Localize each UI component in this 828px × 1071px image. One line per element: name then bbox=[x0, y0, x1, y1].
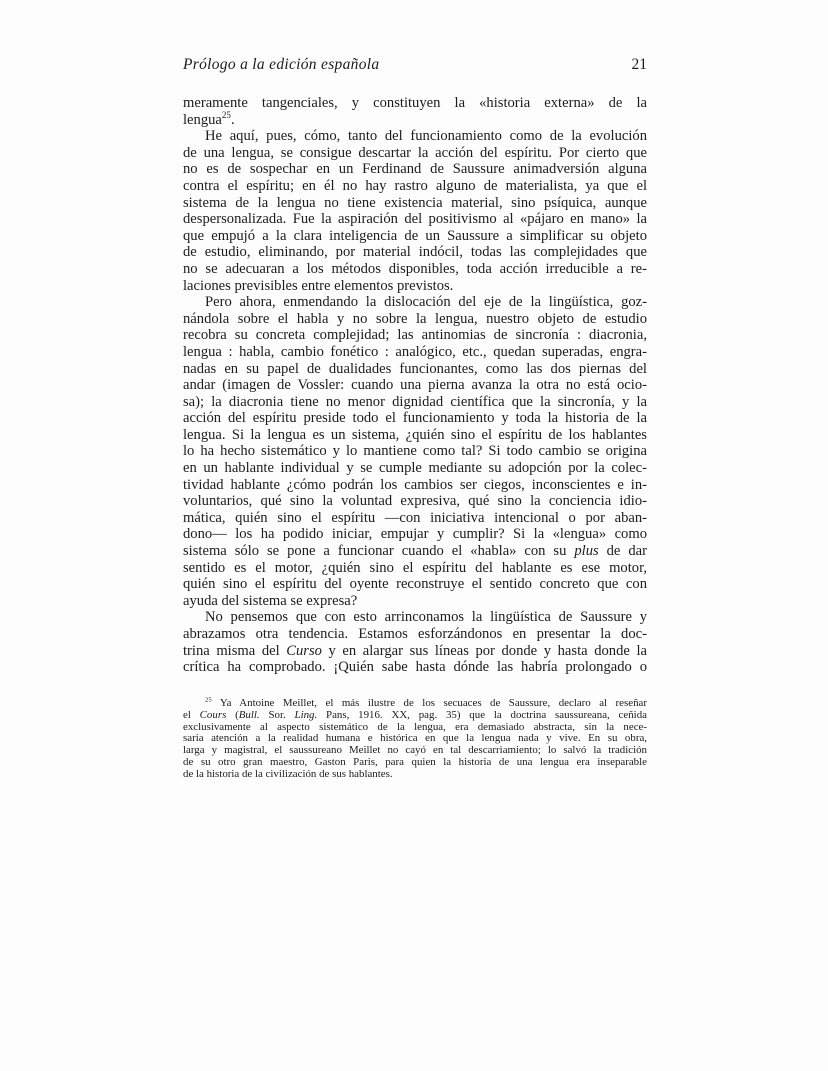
body-line: crítica ha comprobado. ¡Quién sabe hasta dónde las habría prolongado o bbox=[183, 659, 647, 676]
body-line: ayuda del sistema se expresa? bbox=[183, 592, 358, 609]
body-line: laciones previsibles entre elementos previstos. bbox=[183, 277, 454, 294]
body-line: He aquí, pues, cómo, tanto del funcionamiento como de la evolución bbox=[205, 128, 647, 145]
body-line: sa); la diacronia tiene no menor dignidad científica que la sincronía, y la bbox=[183, 393, 647, 410]
page-number: 21 bbox=[631, 56, 647, 73]
body-line: no es de sospechar en un Ferdinand de Saussure animadversión alguna bbox=[183, 161, 647, 178]
footnote bbox=[183, 698, 647, 781]
body-line: quién sino el espíritu del oyente reconstruye el sentido concreto que con bbox=[183, 576, 647, 593]
body-line: trina misma del Curso y en alargar sus líneas por donde y hasta donde la bbox=[183, 642, 647, 659]
body-line: voluntarios, qué sino la voluntad expresiva, qué sino la conciencia idio- bbox=[183, 493, 647, 510]
body-line: No pensemos que con esto arrinconamos la lingüística de Saussure y bbox=[205, 609, 647, 626]
body-line: de estudio, eliminando, por material indócil, todas las complejidades que bbox=[183, 244, 647, 261]
body-line: lo ha hecho sistemático y lo mantiene como tal? Si todo cambio se origina bbox=[183, 443, 647, 460]
body-line: no se adecuaran a los métodos disponibles, toda acción irreducible a re- bbox=[183, 260, 647, 277]
body-line: acción del espíritu preside todo el funcionamiento y toda la historia de la bbox=[183, 410, 647, 427]
footnote-line: de la historia de la civilización de sus hablantes. bbox=[183, 767, 393, 780]
body-line: despersonalizada. Fue la aspiración del positivismo al «pájaro en mano» la bbox=[183, 211, 647, 228]
body-line: lengua : habla, cambio fonético : analógico, etc., quedan superadas, engra- bbox=[183, 343, 647, 360]
body-line: contra el espíritu; en él no hay rastro alguno de materialista, ya que el bbox=[183, 177, 647, 194]
footnote-line: exclusivamente al aspecto sistemático de la lengua, era demasiado abstracta, sin la nece- bbox=[183, 720, 647, 733]
running-header-title: Prólogo a la edición española bbox=[183, 56, 380, 73]
running-header bbox=[183, 56, 647, 74]
footnote-line: el Cours (Bull. Sor. Ling. Pans, 1916. XX, pag. 35) que la doctrina saussureana, ceñida bbox=[183, 708, 647, 721]
body-line: recobra su concreta complejidad; las antinomias de sincronía : diacronia, bbox=[183, 327, 647, 344]
body-text bbox=[183, 95, 647, 676]
footnote-line: saria atención a la realidad humana e histórica en que la lengua nada y vive. En su obra, bbox=[183, 732, 647, 745]
body-line: sentido es el motor, ¿quién sino el espíritu del hablante es ese motor, bbox=[183, 559, 647, 576]
body-line: tividad hablante ¿cómo podrán los cambios ser ciegos, inconscientes e in- bbox=[183, 476, 647, 493]
body-line: andar (imagen de Vossler: cuando una pierna avanza la otra no está ocio- bbox=[183, 377, 647, 394]
body-line: sistema de la lengua no tiene existencia material, sino psíquica, aunque bbox=[183, 194, 647, 211]
body-line: Pero ahora, enmendando la dislocación del eje de la lingüística, goz- bbox=[205, 294, 647, 311]
body-line: abrazamos otra tendencia. Estamos esforzándonos en presentar la doc- bbox=[183, 626, 647, 642]
body-line: dono— los ha podido iniciar, empujar y cumplir? Si la «lengua» como bbox=[183, 526, 647, 543]
footnote-line: larga y magistral, el saussureano Meillet no cayó en tal descarriamiento; lo salvó la tradición bbox=[183, 744, 647, 757]
body-line: mática, quién sino el espíritu —con iniciativa intencional o por aban- bbox=[183, 509, 647, 526]
body-line: meramente tangenciales, y constituyen la «historia externa» de la bbox=[183, 95, 647, 111]
body-line: de una lengua, se consigue descartar la acción del espíritu. Por cierto que bbox=[183, 144, 647, 161]
body-line: en un hablante individual y se cumple mediante su adopción por la colec- bbox=[183, 460, 647, 477]
footnote-line: de su otro gran maestro, Gaston Paris, para quien la historia de una lengua era inseparable bbox=[183, 755, 647, 768]
body-line: nadas en su papel de dualidades funcionantes, como las dos piernas del bbox=[183, 360, 647, 377]
body-line: lengua$^{25}$. bbox=[183, 109, 235, 128]
body-line: nándola sobre el habla y no sobre la lengua, nuestro objeto de estudio bbox=[183, 310, 647, 327]
body-line: sistema sólo se pone a funcionar cuando el «habla» con su plus de dar bbox=[183, 543, 647, 560]
footnote-line: $^{25}$ Ya Antoine Meillet, el más ilustre de los secuaces de Saussure, declaro al reseñar bbox=[205, 696, 647, 709]
body-line: que empujó a la clara inteligencia de un Saussure a simplificar su objeto bbox=[183, 227, 647, 244]
body-line: lengua. Si la lengua es un sistema, ¿quién sino el espíritu de los hablantes bbox=[183, 426, 647, 443]
